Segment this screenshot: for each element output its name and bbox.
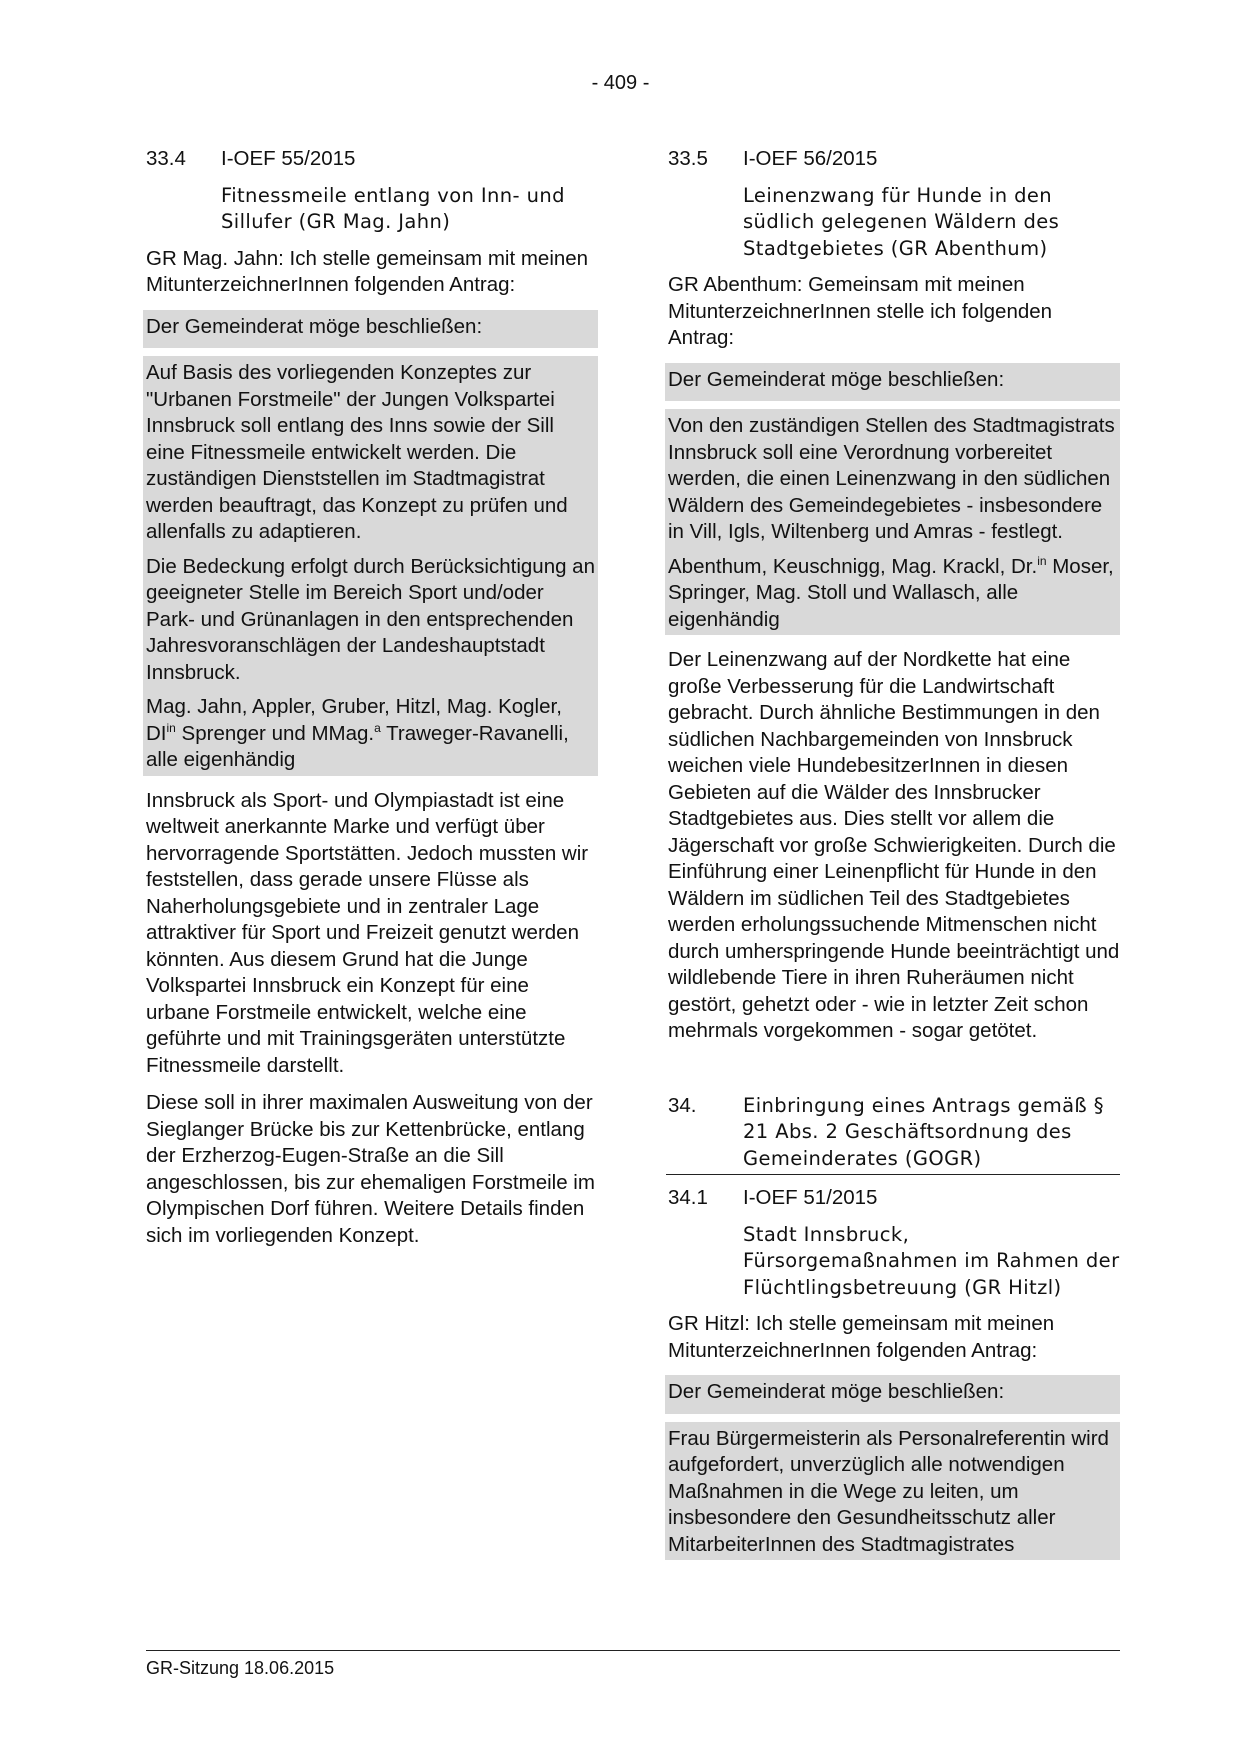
item-title: Leinenzwang für Hunde in den südlich gelegenen Wäldern des Stadtgebietes (GR Abenthum) <box>743 183 1060 260</box>
body-paragraph: Diese soll in ihrer maximalen Ausweitung von der Sieglanger Brücke bis zur Kettenbrücke, entlang der Erzherzog-Eugen-Straße an die Sill angeschlossen, bis zur ehemaligen Forstmeile im Olympischen Dorf führen. Weitere Details finden sich im vorliegenden Konzept. <box>146 1091 595 1247</box>
item-number: 33.5 <box>668 147 708 170</box>
item-number: 34.1 <box>668 1186 708 1209</box>
motion-label: Der Gemeinderat möge beschließen: <box>668 1380 1005 1403</box>
item-heading <box>668 146 1120 173</box>
body-paragraph: Der Leinenzwang auf der Nordkette hat eine große Verbesserung für die Landwirtschaft gebracht. Durch ähnliche Bestimmungen in den südlichen Nachbargemeinden von Innsbruck weichen viele HundebesitzerInnen in diesen Gebieten auf die Wälder des Innsbrucker Stadtgebietes aus. Dies stellt vor allem die Jägerschaft vor große Schwierigkeiten. Durch die Einführung einer Leinenpflicht für Hunde in den Wäldern im südlichen Teil des Stadtgebietes werden erholungssuchende Mitmenschen nicht durch umherspringende Hunde beeinträchtigt und wildlebende Tiere in ihren Ruheräumen nicht gestört, gehetzt oder - wie in letzter Zeit schon mehrmals vorgekommen - sogar getötet. <box>668 648 1120 1042</box>
motion-box <box>146 310 598 776</box>
right-column <box>668 146 1120 1560</box>
section-34 <box>668 1093 1120 1561</box>
signers: Mag. Jahn, Appler, Gruber, Hitzl, Mag. Kogler, $DI^{in}$ Sprenger und MMag.$^a$ Traweger-Ravanelli, alle eigenhändig <box>146 695 569 771</box>
item-title: Fitnessmeile entlang von Inn- und Sillufer (GR Mag. Jahn) <box>221 183 565 233</box>
body-paragraph: Innsbruck als Sport- und Olympiastadt ist eine weltweit anerkannte Marke und verfügt über hervorragende Sportstätten. Jedoch mussten wir feststellen, dass gerade unsere Flüsse als Naherholungsgebiete und in zentraler Lage attraktiver für Sport und Freizeit genutzt werden könnten. Aus diesem Grund hat die Junge Volkspartei Innsbruck ein Konzept für eine urbane Forstmeile entwickelt, welche eine geführte und mit Trainingsgeräten unterstützte Fitnessmeile darstellt. <box>146 788 589 1077</box>
motion-box <box>668 363 1120 636</box>
motion-paragraph: Von den zuständigen Stellen des Stadtmagistrats Innsbruck soll eine Verordnung vorbereitet werden, die einen Leinenzwang in den südlichen Wäldern des Gemeindegebietes - insbesondere in Vill, Igls, Wiltenberg und Amras - festlegt. <box>668 414 1115 543</box>
intro-paragraph: GR Abenthum: Gemeinsam mit meinen MitunterzeichnerInnen stelle ich folgenden Antrag: <box>668 273 1053 349</box>
motion-box <box>665 1422 1120 1561</box>
item-id: I-OEF 51/2015 <box>743 1186 878 1209</box>
signers: Abenthum, Keuschnigg, Mag. Krackl, Dr.$^{in}$ Moser, Springer, Mag. Stoll und Wallasch, alle eigenhändig <box>668 553 1114 631</box>
footer-text: GR-Sitzung 18.06.2015 <box>146 1658 335 1678</box>
intro-paragraph: GR Mag. Jahn: Ich stelle gemeinsam mit meinen MitunterzeichnerInnen folgenden Antrag: <box>146 246 589 296</box>
motion-label-box <box>665 1375 1120 1414</box>
section-number: 34. <box>668 1093 697 1117</box>
intro-paragraph: GR Hitzl: Ich stelle gemeinsam mit meinen MitunterzeichnerInnen folgenden Antrag: <box>668 1312 1055 1362</box>
page-number: - 409 - <box>591 72 650 94</box>
item-id: I-OEF 55/2015 <box>221 147 356 170</box>
item-heading <box>146 146 598 173</box>
motion-paragraph: Die Bedeckung erfolgt durch Berücksichtigung an geeigneter Stelle im Bereich Sport und/oder Park- und Grünanlagen in den entsprechenden Jahresvoranschlägen der Landeshauptstadt Innsbruck. <box>146 554 595 684</box>
left-column <box>146 146 598 1260</box>
section-title: Einbringung eines Antrags gemäß § 21 Abs. 2 Geschäftsordnung des Gemeinderates (GOGR) <box>743 1093 1104 1170</box>
motion-paragraph: Frau Bürgermeisterin als Personalreferentin wird aufgefordert, unverzüglich alle notwendigen Maßnahmen in die Wege zu leiten, um insbesondere den Gesundheitsschutz aller MitarbeiterInnen des Stadtmagistrates <box>668 1426 1109 1556</box>
motion-paragraph: Auf Basis des vorliegenden Konzeptes zur "Urbanen Forstmeile" der Jungen Volkspartei Innsbruck soll entlang des Inns sowie der Sill eine Fitnessmeile entwickelt werden. Die zuständigen Dienststellen im Stadtmagistrat werden beauftragt, das Konzept zu prüfen und allenfalls zu adaptieren. <box>146 361 568 543</box>
item-id: I-OEF 56/2015 <box>743 147 878 170</box>
footer-divider <box>146 1650 1120 1651</box>
item-heading <box>668 1185 1120 1212</box>
section-heading <box>666 1093 1120 1176</box>
motion-label: Der Gemeinderat möge beschließen: <box>146 314 483 338</box>
motion-label: Der Gemeinderat möge beschließen: <box>668 367 1005 391</box>
item-title: Stadt Innsbruck, Fürsorgemaßnahmen im Rahmen der Flüchtlingsbetreuung (GR Hitzl) <box>743 1222 1120 1299</box>
item-number: 33.4 <box>146 147 186 170</box>
